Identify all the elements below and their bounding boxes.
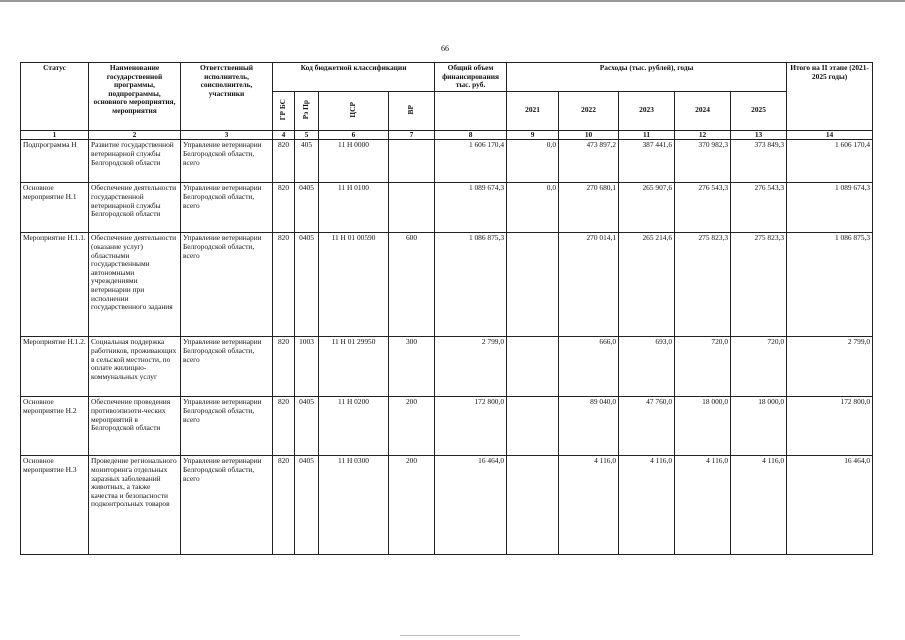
header-budget-code: Код бюджетной классификации [273,63,435,92]
cell-2021: 0,0 [507,140,559,183]
cell-csr: 11 Н 0100 [319,183,389,233]
cell-2024: 275 823,3 [675,233,731,337]
header-name: Наименование государственной программы, подпрограммы, основного мероприятия, мероприятия [89,63,181,131]
cell-2021 [507,456,559,555]
cell-stage-total: 1 606 170,4 [787,140,873,183]
cell-grbs: 820 [273,456,295,555]
cell-2022: 666,0 [559,337,619,397]
cell-2022: 270 680,1 [559,183,619,233]
col-index: 9 [507,130,559,140]
header-year-2023: 2023 [619,91,675,130]
col-index: 12 [675,130,731,140]
header-expenses: Расходы (тыс. рублей), годы [507,63,787,92]
col-index: 13 [731,130,787,140]
table-row [21,397,873,456]
cell-2023: 265 907,6 [619,183,675,233]
cell-total: 1 606 170,4 [435,140,507,183]
cell-rzpr: 0405 [295,183,319,233]
cell-grbs: 820 [273,397,295,456]
cell-2025: 373 849,3 [731,140,787,183]
cell-total: 2 799,0 [435,337,507,397]
cell-name: Социальная поддержка работников, проживающих в сельской местности, по оплате жилищно-коммунальных услуг [89,337,181,397]
cell-rzpr: 405 [295,140,319,183]
cell-executor: Управление ветеринарии Белгородской области, всего [181,183,273,233]
cell-rzpr: 1003 [295,337,319,397]
cell-2021 [507,397,559,456]
cell-2024: 370 982,3 [675,140,731,183]
header-executor: Ответственный исполнитель, соисполнитель, участники [181,63,273,131]
cell-grbs: 820 [273,233,295,337]
cell-grbs: 820 [273,337,295,397]
col-index: 14 [787,130,873,140]
cell-2023: 47 760,0 [619,397,675,456]
cell-vr: 200 [389,397,435,456]
cell-2022: 4 116,0 [559,456,619,555]
table-row [21,140,873,183]
header-status: Статус [21,63,89,131]
header-year-2021: 2021 [507,91,559,130]
header-stage-total: Итого на II этапе (2021-2025 годы) [787,63,873,131]
cell-status: Мероприятие Н.1.2. [21,337,89,397]
cell-2025: 720,0 [731,337,787,397]
cell-csr: 11 Н 01 29950 [319,337,389,397]
cell-2023: 4 116,0 [619,456,675,555]
cell-2024: 276 543,3 [675,183,731,233]
column-index-row [21,130,873,140]
top-edge-line [0,0,905,2]
cell-executor: Управление ветеринарии Белгородской области, всего [181,456,273,555]
cell-2024: 18 000,0 [675,397,731,456]
cell-executor: Управление ветеринарии Белгородской области, всего [181,140,273,183]
col-index: 7 [389,130,435,140]
header-rzpr: Рз Пр [301,99,311,120]
cell-name: Проведение регионального мониторинга отдельных заразных заболеваний животных, а также качества и безопасности подконтрольных товаров [89,456,181,555]
col-index: 2 [89,130,181,140]
cell-2024: 4 116,0 [675,456,731,555]
cell-name: Развитие государственной ветеринарной службы Белгородской области [89,140,181,183]
cell-rzpr: 0405 [295,397,319,456]
col-index: 3 [181,130,273,140]
cell-vr [389,183,435,233]
col-index: 6 [319,130,389,140]
cell-total: 16 464,0 [435,456,507,555]
cell-2025: 276 543,3 [731,183,787,233]
cell-stage-total: 1 089 674,3 [787,183,873,233]
cell-stage-total: 16 464,0 [787,456,873,555]
cell-status: Подпрограмма Н [21,140,89,183]
cell-stage-total: 172 800,0 [787,397,873,456]
cell-vr: 300 [389,337,435,397]
col-index: 8 [435,130,507,140]
col-index: 1 [21,130,89,140]
header-total: Общий объем финансирования тыс. руб. [435,63,507,92]
cell-2025: 275 823,3 [731,233,787,337]
header-grbs: ГР БС [278,98,288,121]
cell-2021: 0,0 [507,183,559,233]
cell-2023: 693,0 [619,337,675,397]
header-year-2024: 2024 [675,91,731,130]
cell-executor: Управление ветеринарии Белгородской области, всего [181,337,273,397]
cell-vr [389,140,435,183]
cell-grbs: 820 [273,183,295,233]
cell-total: 172 800,0 [435,397,507,456]
budget-table [20,62,873,555]
cell-2025: 18 000,0 [731,397,787,456]
header-csr: ЦСР [348,101,358,118]
header-total-blank [435,91,507,130]
cell-status: Мероприятие Н.1.1. [21,233,89,337]
header-vr: ВР [406,104,416,115]
cell-status: Основное мероприятие Н.2 [21,397,89,456]
header-year-2022: 2022 [559,91,619,130]
cell-name: Обеспечение проведения противоэпизоти-ческих мероприятий в Белгородской области [89,397,181,456]
cell-2025: 4 116,0 [731,456,787,555]
table-row [21,456,873,555]
cell-csr: 11 Н 0200 [319,397,389,456]
cell-executor: Управление ветеринарии Белгородской области, всего [181,233,273,337]
table-row [21,233,873,337]
cell-2022: 89 040,0 [559,397,619,456]
cell-2023: 265 214,6 [619,233,675,337]
cell-name: Обеспечение деятельности (оказание услуг) областными государственными автономными учреждениями ветеринарии при исполнении государственного задания [89,233,181,337]
cell-status: Основное мероприятие Н.1 [21,183,89,233]
col-index: 4 [273,130,295,140]
header-row [21,63,873,92]
cell-2022: 270 014,1 [559,233,619,337]
cell-csr: 11 Н 0000 [319,140,389,183]
page-number: 66 [441,44,449,53]
cell-executor: Управление ветеринарии Белгородской области, всего [181,397,273,456]
col-index: 11 [619,130,675,140]
cell-status: Основное мероприятие Н.3 [21,456,89,555]
header-year-2025: 2025 [731,91,787,130]
cell-rzpr: 0405 [295,456,319,555]
cell-2021 [507,233,559,337]
cell-total: 1 086 875,3 [435,233,507,337]
bottom-edge-line [400,635,520,636]
cell-csr: 11 Н 0300 [319,456,389,555]
cell-rzpr: 0405 [295,233,319,337]
cell-2021 [507,337,559,397]
cell-stage-total: 2 799,0 [787,337,873,397]
col-index: 5 [295,130,319,140]
cell-grbs: 820 [273,140,295,183]
cell-2022: 473 897,2 [559,140,619,183]
cell-2023: 387 441,6 [619,140,675,183]
col-index: 10 [559,130,619,140]
cell-csr: 11 Н 01 00590 [319,233,389,337]
cell-total: 1 089 674,3 [435,183,507,233]
table-row [21,183,873,233]
cell-2024: 720,0 [675,337,731,397]
cell-vr: 200 [389,456,435,555]
cell-vr: 600 [389,233,435,337]
cell-name: Обеспечение деятельности государственной ветеринарной службы Белгородской области [89,183,181,233]
cell-stage-total: 1 086 875,3 [787,233,873,337]
table-row [21,337,873,397]
